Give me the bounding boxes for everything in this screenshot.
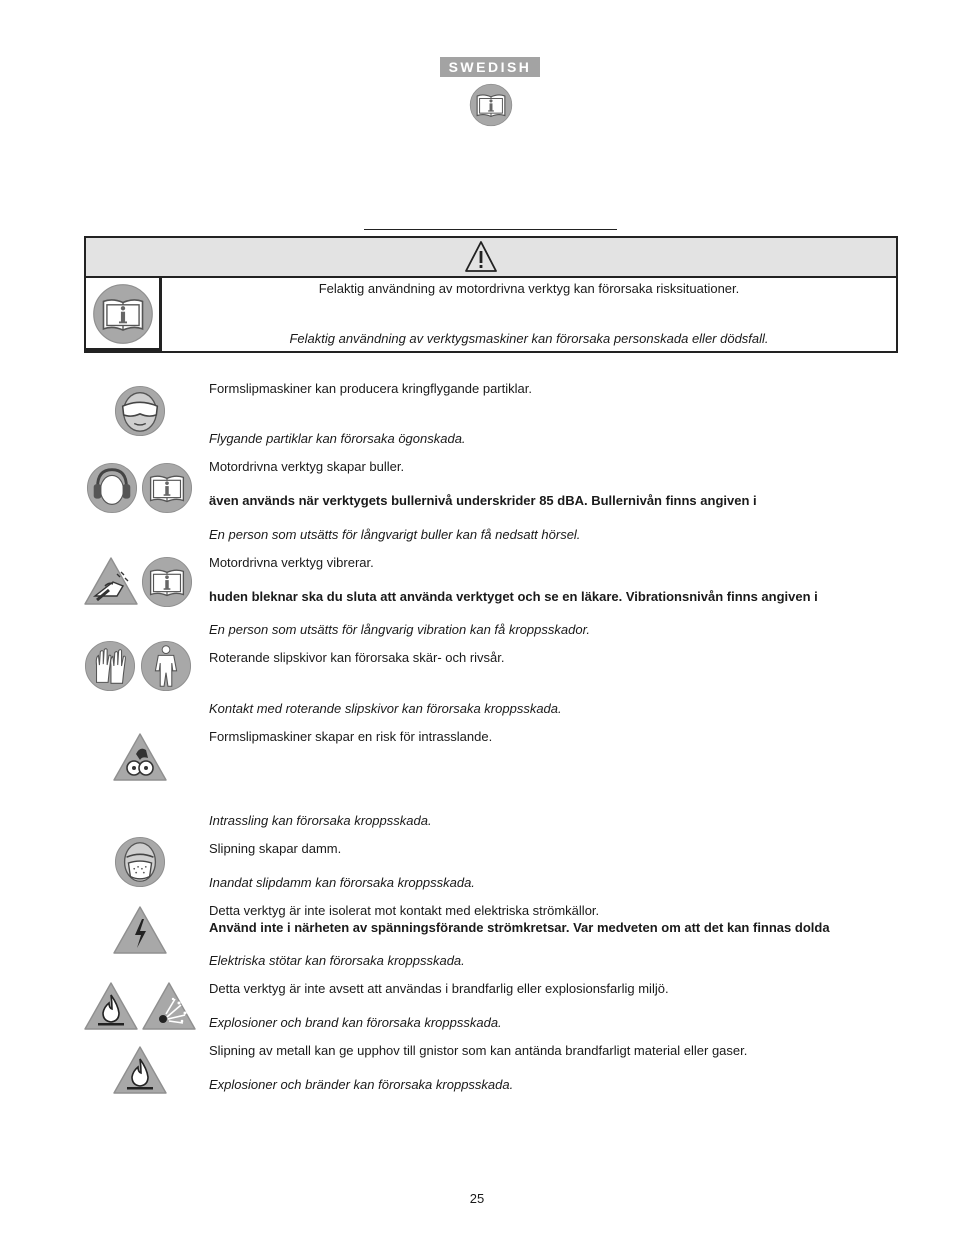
hazard-text: Slipning skapar damm. — [209, 841, 342, 856]
read-manual-icon — [469, 83, 513, 127]
explosion-hazard-icon — [141, 981, 197, 1031]
hazard-consequence: Explosioner och bränder kan förorsaka kroppsskada. — [209, 1077, 514, 1092]
hazard-consequence: Elektriska stötar kan förorsaka kroppsskada. — [209, 953, 465, 968]
fire-hazard-icon — [83, 981, 139, 1031]
title-underline — [364, 229, 617, 230]
hazard-consequence: Flygande partiklar kan förorsaka ögonskada. — [209, 431, 466, 446]
read-manual-icon — [141, 556, 193, 608]
warning-icon-cell — [86, 278, 162, 351]
warning-header — [86, 238, 896, 278]
protective-clothing-icon — [140, 640, 192, 692]
hazard-text: Detta verktyg är inte avsett att användas i brandfarlig eller explosionsfarlig miljö. — [209, 981, 669, 996]
hazard-text: Motordrivna verktyg vibrerar. — [209, 555, 374, 570]
fire-hazard-icon — [112, 1045, 168, 1095]
hazard-instruction: Använd inte i närheten av spänningsförande strömkretsar. Var medveten om att det kan finnas dolda — [209, 920, 830, 935]
hazard-consequence: Explosioner och brand kan förorsaka kroppsskada. — [209, 1015, 502, 1030]
hearing-protection-icon — [86, 462, 138, 514]
hazard-text: Slipning av metall kan ge upphov till gnistor som kan antända brandfarligt material eller gaser. — [209, 1043, 748, 1058]
warning-text-line2: Felaktig användning av verktygsmaskiner kan förorsaka personskada eller dödsfall. — [289, 331, 769, 346]
warning-box — [84, 236, 898, 353]
hazard-text: Motordrivna verktyg skapar buller. — [209, 459, 405, 474]
warning-triangle-icon — [464, 240, 498, 274]
safety-goggles-icon — [114, 385, 166, 437]
vibration-hazard-icon — [83, 556, 139, 606]
page-number: 25 — [469, 1191, 485, 1206]
protective-gloves-icon — [84, 640, 136, 692]
read-manual-icon — [92, 283, 154, 345]
electric-shock-icon — [112, 905, 168, 955]
hazard-consequence: En person som utsätts för långvarigt buller kan få nedsatt hörsel. — [209, 527, 581, 542]
hazard-consequence: Kontakt med roterande slipskivor kan förorsaka kroppsskada. — [209, 701, 562, 716]
hazard-text: Formslipmaskiner skapar en risk för intrasslande. — [209, 729, 493, 744]
hazard-text: Roterande slipskivor kan förorsaka skär- och rivsår. — [209, 650, 505, 665]
hazard-consequence: En person som utsätts för långvarig vibration kan få kroppsskador. — [209, 622, 591, 637]
hazard-consequence: Intrassling kan förorsaka kroppsskada. — [209, 813, 432, 828]
warning-text-line1: Felaktig användning av motordrivna verktyg kan förorsaka risksituationer. — [318, 281, 740, 296]
entanglement-hazard-icon — [112, 732, 168, 782]
dust-mask-icon — [114, 836, 166, 888]
hazard-consequence: Inandat slipdamm kan förorsaka kroppsskada. — [209, 875, 475, 890]
hazard-text: Formslipmaskiner kan producera kringflygande partiklar. — [209, 381, 532, 396]
read-manual-icon — [141, 462, 193, 514]
hazard-instruction: huden bleknar ska du sluta att använda verktyget och se en läkare. Vibrationsnivån finns angiven i — [209, 589, 818, 604]
language-badge: SWEDISH — [440, 57, 540, 77]
hazard-instruction: även används när verktygets bullernivå underskrider 85 dBA. Bullernivån finns angiven i — [209, 493, 757, 508]
hazard-text: Detta verktyg är inte isolerat mot kontakt med elektriska strömkällor. — [209, 903, 600, 918]
